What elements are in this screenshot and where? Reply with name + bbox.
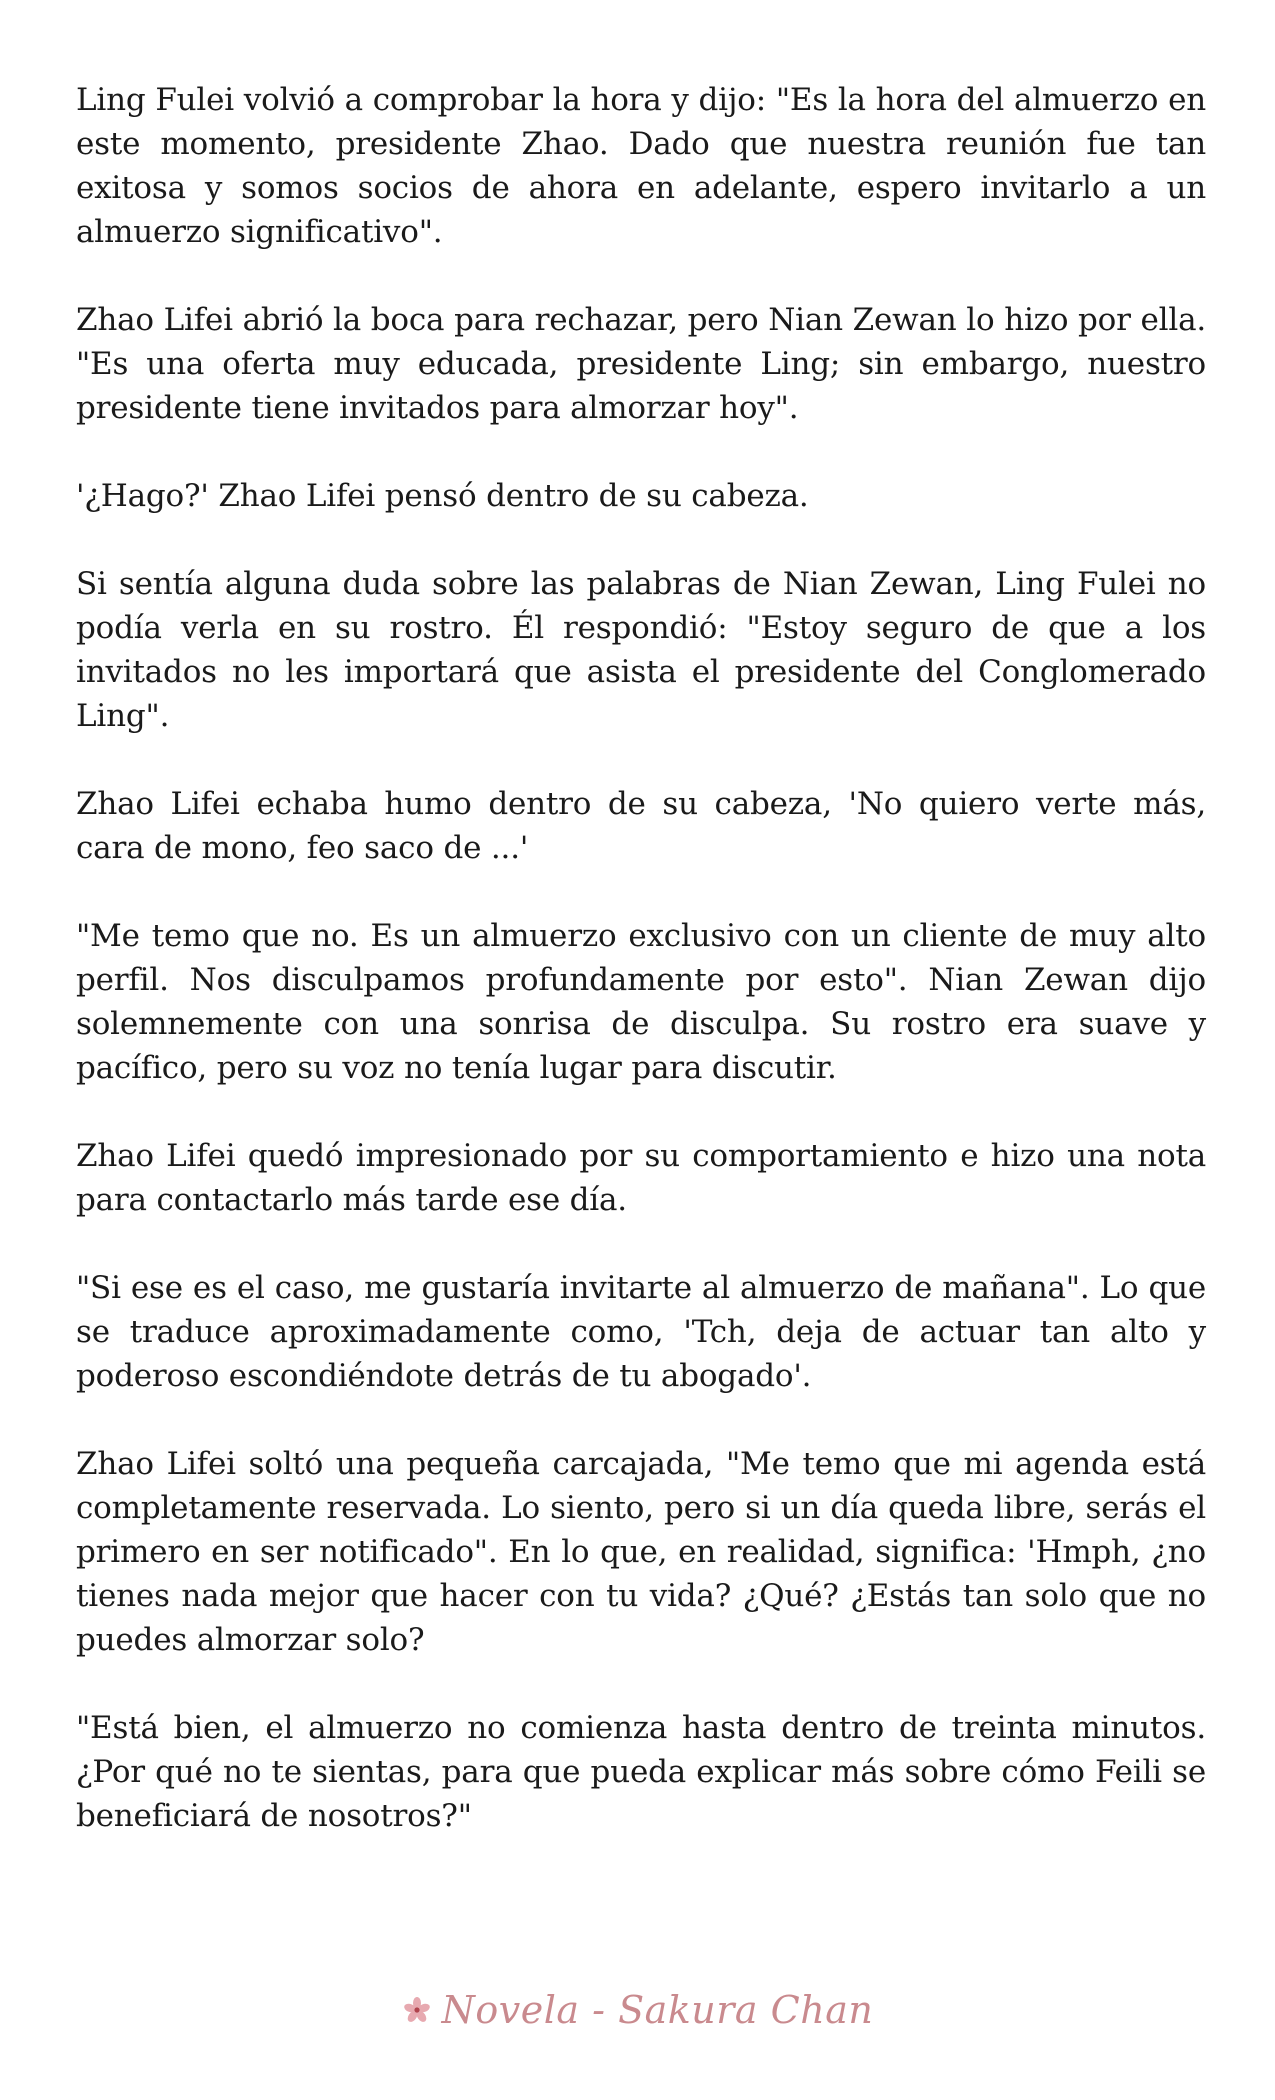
paragraph-1: Ling Fulei volvió a comprobar la hora y dijo: "Es la hora del almuerzo en este momento, presidente Zhao. Dado que nuestra reunión fue tan exitosa y somos socios de ahora en adelante, espero invitarlo a un almuerzo significativo".	[76, 82, 1206, 250]
paragraph-5: Zhao Lifei echaba humo dentro de su cabeza, 'No quiero verte más, cara de mono, feo saco de ...'	[76, 786, 1206, 866]
paragraph-9: Zhao Lifei soltó una pequeña carcajada, "Me temo que mi agenda está completamente reservada. Lo siento, pero si un día queda libre, serás el primero en ser notificado". En lo que, en realidad, significa: 'Hmph, ¿no tienes nada mejor que hacer con tu vida? ¿Qué? ¿Estás tan solo que no puedes almorzar solo?	[76, 1446, 1206, 1658]
paragraph-6: "Me temo que no. Es un almuerzo exclusivo con un cliente de muy alto perfil. Nos disculpamos profundamente por esto". Nian Zewan dijo solemnemente con una sonrisa de disculpa. Su rostro era suave y pacífico, pero su voz no tenía lugar para discutir.	[76, 918, 1206, 1086]
paragraph-8: "Si ese es el caso, me gustaría invitarte al almuerzo de mañana". Lo que se traduce aproximadamente como, 'Tch, deja de actuar tan alto y poderoso escondiéndote detrás de tu abogado'.	[76, 1270, 1206, 1394]
footer-watermark	[0, 1985, 1275, 2035]
paragraph-10: "Está bien, el almuerzo no comienza hasta dentro de treinta minutos. ¿Por qué no te sientas, para que pueda explicar más sobre cómo Feili se beneficiará de nosotros?"	[76, 1710, 1206, 1834]
paragraph-4: Si sentía alguna duda sobre las palabras de Nian Zewan, Ling Fulei no podía verla en su rostro. Él respondió: "Estoy seguro de que a los invitados no les importará que asista el presidente del Conglomerado Ling".	[76, 566, 1206, 734]
paragraph-7: Zhao Lifei quedó impresionado por su comportamiento e hizo una nota para contactarlo más tarde ese día.	[76, 1138, 1206, 1218]
sakura-flower-icon	[402, 1995, 432, 2025]
document-body	[76, 78, 1206, 1882]
footer-watermark-inner	[402, 1988, 874, 2032]
paragraph-3: '¿Hago?' Zhao Lifei pensó dentro de su cabeza.	[76, 478, 809, 514]
footer-text: Novela - Sakura Chan	[441, 1988, 874, 2032]
paragraph-2: Zhao Lifei abrió la boca para rechazar, pero Nian Zewan lo hizo por ella. "Es una oferta muy educada, presidente Ling; sin embargo, nuestro presidente tiene invitados para almorzar hoy".	[76, 302, 1206, 426]
